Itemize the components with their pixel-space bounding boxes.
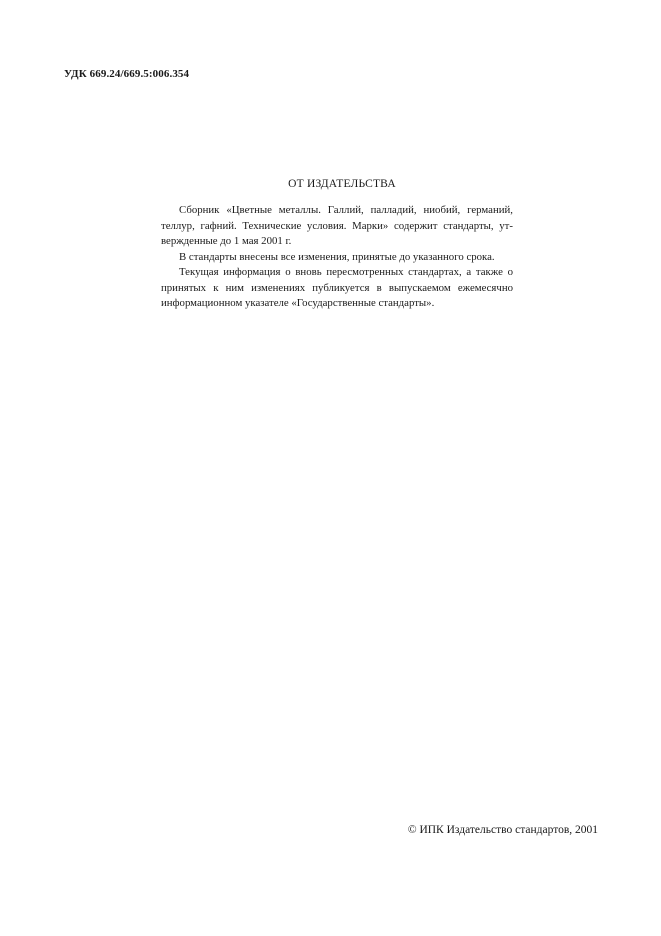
paragraph-line: информационном указателе «Государственные стандарты».: [161, 297, 435, 309]
udk-code: УДК 669.24/669.5:006.354: [64, 68, 190, 80]
paragraph-amendments: [161, 250, 513, 266]
paragraph-line: теллур, гафний. Технические условия. Марки» содержит стандарты, ут-: [161, 219, 513, 232]
copyright-notice: © ИПК Издательство стандартов, 2001: [407, 824, 598, 836]
paragraph-line: принятых к ним изменениях публикуется в выпускаемом ежемесячно: [161, 281, 513, 294]
publisher-note-body: [161, 203, 513, 312]
paragraph-line: В стандарты внесены все изменения, принятые до указанного срока.: [179, 250, 495, 263]
paragraph-line: Текущая информация о вновь пересмотренных стандартах, а также о: [179, 266, 513, 278]
paragraph-current-information: [161, 265, 513, 312]
paragraph-line: вержденные до 1 мая 2001 г.: [161, 235, 292, 247]
section-title: ОТ ИЗДАТЕЛЬСТВА: [288, 178, 396, 190]
paragraph-collection-description: [161, 203, 513, 250]
paragraph-line: Сборник «Цветные металлы. Галлий, палладий, ниобий, германий,: [179, 204, 513, 216]
